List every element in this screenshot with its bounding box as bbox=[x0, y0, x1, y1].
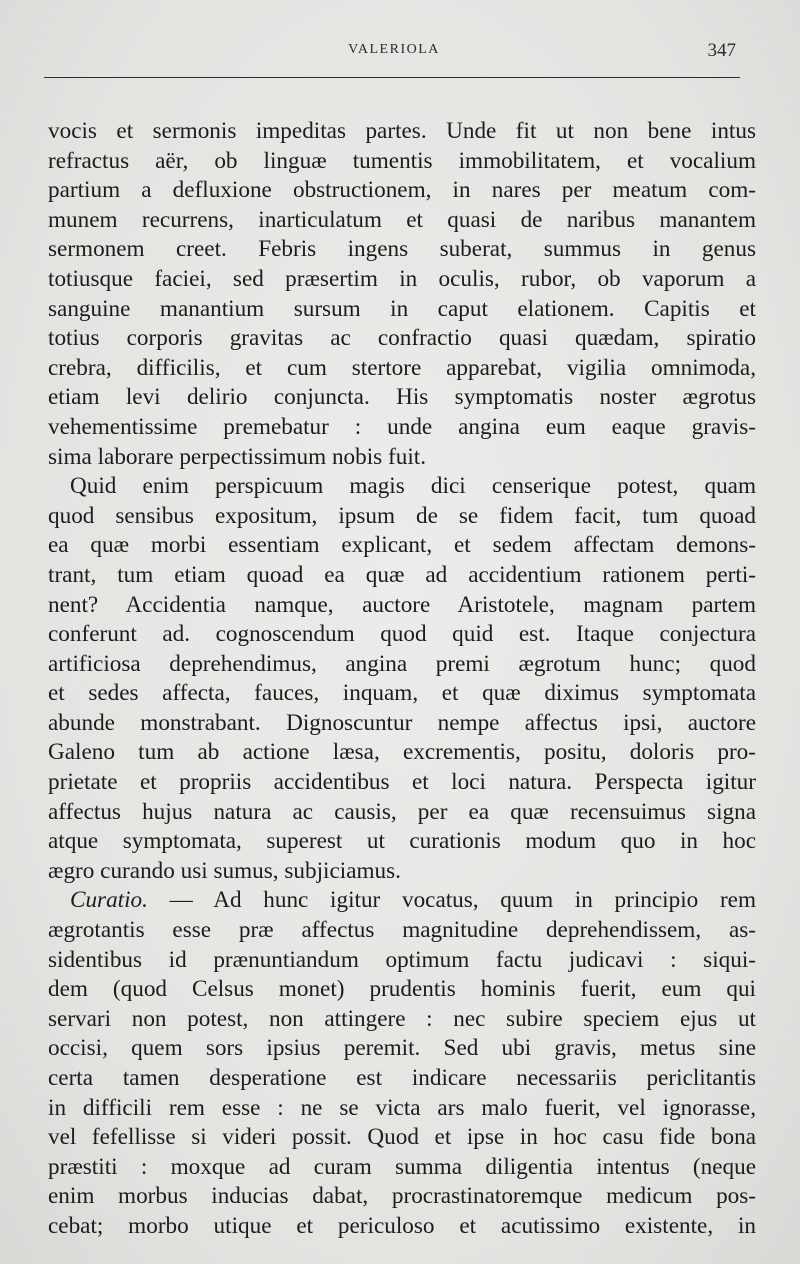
text-line: enim morbus inducias dabat, procrastinatoremque medicum pos- bbox=[48, 1183, 756, 1210]
text-line: Galeno tum ab actione læsa, excrementis, positu, doloris pro- bbox=[48, 739, 756, 766]
text-line: dem (quod Celsus monet) prudentis hominis fuerit, eum qui bbox=[48, 976, 756, 1003]
text-line: ægrotantis esse præ affectus magnitudine deprehendissem, as- bbox=[48, 917, 756, 944]
text-line: refractus aër, ob linguæ tumentis immobilitatem, et vocalium bbox=[48, 147, 756, 174]
text-line: vocis et sermonis impeditas partes. Unde fit ut non bene intus bbox=[48, 118, 756, 144]
text-line: præstiti : moxque ad curam summa diligentia intentus (neque bbox=[48, 1153, 756, 1180]
text-line: occisi, quem sors ipsius peremit. Sed ubi gravis, metus sine bbox=[48, 1035, 756, 1062]
text-line: ea quæ morbi essentiam explicant, et sedem affectam demons- bbox=[48, 532, 756, 559]
text-line: vehementissime premebatur : unde angina eum eaque gravis- bbox=[48, 413, 756, 440]
text-line: totiusque faciei, sed præsertim in oculis, rubor, ob vaporum a bbox=[48, 265, 756, 292]
text-line-rest: — Ad hunc igitur vocatus, quum in principio rem bbox=[147, 887, 756, 914]
text-line: sidentibus id prænuntiandum optimum factu judicavi : siqui- bbox=[48, 946, 756, 973]
running-title: VALERIOLA bbox=[348, 42, 440, 57]
paragraph bbox=[48, 117, 756, 472]
text-line: partium a defluxione obstructionem, in nares per meatum com- bbox=[48, 177, 756, 204]
text-line: nent? Accidentia namque, auctore Aristotele, magnam partem bbox=[48, 591, 756, 618]
text-line: abunde monstrabant. Dignoscuntur nempe affectus ipsi, auctore bbox=[48, 709, 756, 736]
text-line: et sedes affecta, fauces, inquam, et quæ diximus symptomata bbox=[48, 680, 756, 707]
text-line: ægro curando usi sumus, subjiciamus. bbox=[48, 857, 401, 884]
text-line: atque symptomata, superest ut curationis modum quo in hoc bbox=[48, 828, 756, 855]
text-line: sima laborare perpectissimum nobis fuit. bbox=[48, 443, 426, 470]
text-line: in difficili rem esse : ne se victa ars malo fuerit, vel ignorasse, bbox=[48, 1094, 756, 1121]
text-line: cebat; morbo utique et periculoso et acutissimo existente, in bbox=[48, 1212, 756, 1239]
text-line: sermonem creet. Febris ingens suberat, summus in genus bbox=[48, 236, 756, 263]
text-line: certa tamen desperatione est indicare necessariis periclitantis bbox=[48, 1065, 756, 1091]
header-rule bbox=[44, 77, 740, 78]
body-text bbox=[48, 117, 756, 1242]
text-line: quod sensibus expositum, ipsum de se fidem facit, tum quoad bbox=[48, 502, 756, 529]
text-line: munem recurrens, inarticulatum et quasi de naribus manantem bbox=[48, 206, 756, 233]
text-line: artificiosa deprehendimus, angina premi ægrotum hunc; quod bbox=[48, 650, 756, 677]
text-line: crebra, difficilis, et cum stertore apparebat, vigilia omnimoda, bbox=[48, 354, 756, 381]
text-line: Quid enim perspicuum magis dici censerique potest, quam bbox=[70, 473, 756, 500]
text-line: trant, tum etiam quoad ea quæ ad accidentium rationem perti- bbox=[48, 561, 756, 588]
text-line: prietate et propriis accidentibus et loci natura. Perspecta igitur bbox=[48, 769, 756, 796]
running-header bbox=[48, 42, 740, 66]
page-number: 347 bbox=[707, 40, 736, 61]
text-line: totius corporis gravitas ac confractio quasi quædam, spiratio bbox=[48, 325, 756, 352]
text-line: servari non potest, non attingere : nec subire speciem ejus ut bbox=[48, 1005, 756, 1032]
text-line: affectus hujus natura ac causis, per ea quæ recensuimus signa bbox=[48, 798, 756, 825]
section-lead: Curatio. bbox=[70, 887, 148, 914]
paragraph bbox=[48, 886, 756, 1241]
text-line: conferunt ad. cognoscendum quod quid est. Itaque conjectura bbox=[48, 621, 756, 648]
text-line bbox=[48, 886, 756, 916]
text-line: vel fefellisse si videri possit. Quod et ipse in hoc casu fide bona bbox=[48, 1124, 756, 1151]
text-line: sanguine manantium sursum in caput elationem. Capitis et bbox=[48, 295, 756, 322]
text-line: etiam levi delirio conjuncta. His symptomatis noster ægrotus bbox=[48, 384, 756, 411]
paragraph bbox=[48, 472, 756, 886]
